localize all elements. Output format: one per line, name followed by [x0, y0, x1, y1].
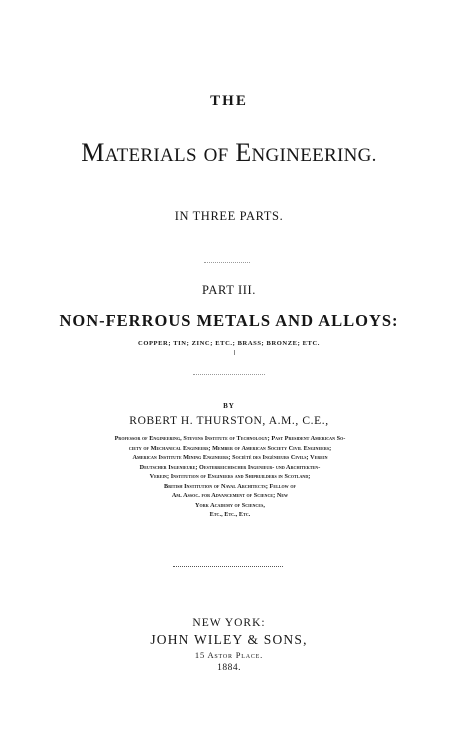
credential-line: Deutscher Ingenieure; Oesterreichischer Ingenieur- und Architekten- [139, 463, 321, 471]
credential-line: Verein; Institution of Engineers and Shipbuilders in Scotland; [149, 473, 311, 480]
small-mark [234, 350, 235, 355]
credential-line: American Institute Mining Engineers; Société des Ingénieurs Civils; Verein [132, 454, 328, 461]
divider-dots-middle [193, 374, 265, 376]
book-title [0, 140, 458, 166]
by-label: BY [223, 402, 235, 410]
credential-line: British Institution of Naval Architects; Fellow of [164, 482, 296, 490]
credential-line: Etc., Etc., Etc. [209, 511, 251, 518]
title-article: THE [210, 93, 248, 109]
subject-heading: NON-FERROUS METALS AND ALLOYS: [59, 311, 399, 330]
title-initial-e: E [235, 138, 252, 167]
credential-line: ciety of Mechanical Engineers; Member of American Society Civil Engineers; [128, 444, 332, 452]
imprint-address: 15 Astor Place. [194, 650, 264, 660]
credential-line: Professor of Engineering, Stevens Institute of Technology; Past President American So- [114, 435, 346, 442]
part-number: PART III. [202, 283, 256, 297]
divider-dots-lower [173, 566, 283, 568]
author-name: ROBERT H. THURSTON, A.M., C.E., [129, 415, 329, 427]
imprint-publisher: JOHN WILEY & SONS, [150, 632, 308, 647]
parts-note: IN THREE PARTS. [174, 209, 284, 223]
title-word-engineering: NGINEERING. [251, 145, 377, 166]
metals-list: COPPER; TIN; ZINC; ETC.; BRASS; BRONZE; ETC. [138, 340, 320, 347]
title-initial-m: M [81, 138, 105, 167]
divider-dots-upper [204, 262, 250, 264]
imprint-city: NEW YORK: [192, 617, 266, 629]
title-word-materials: ATERIALS [104, 145, 197, 166]
imprint-year: 1884. [217, 663, 241, 673]
credential-line: Am. Assoc. for Advancement of Science; New [171, 492, 289, 499]
title-word-of: OF [203, 145, 229, 166]
credential-line: York Academy of Sciences, [195, 501, 265, 509]
author-credentials [64, 434, 396, 520]
